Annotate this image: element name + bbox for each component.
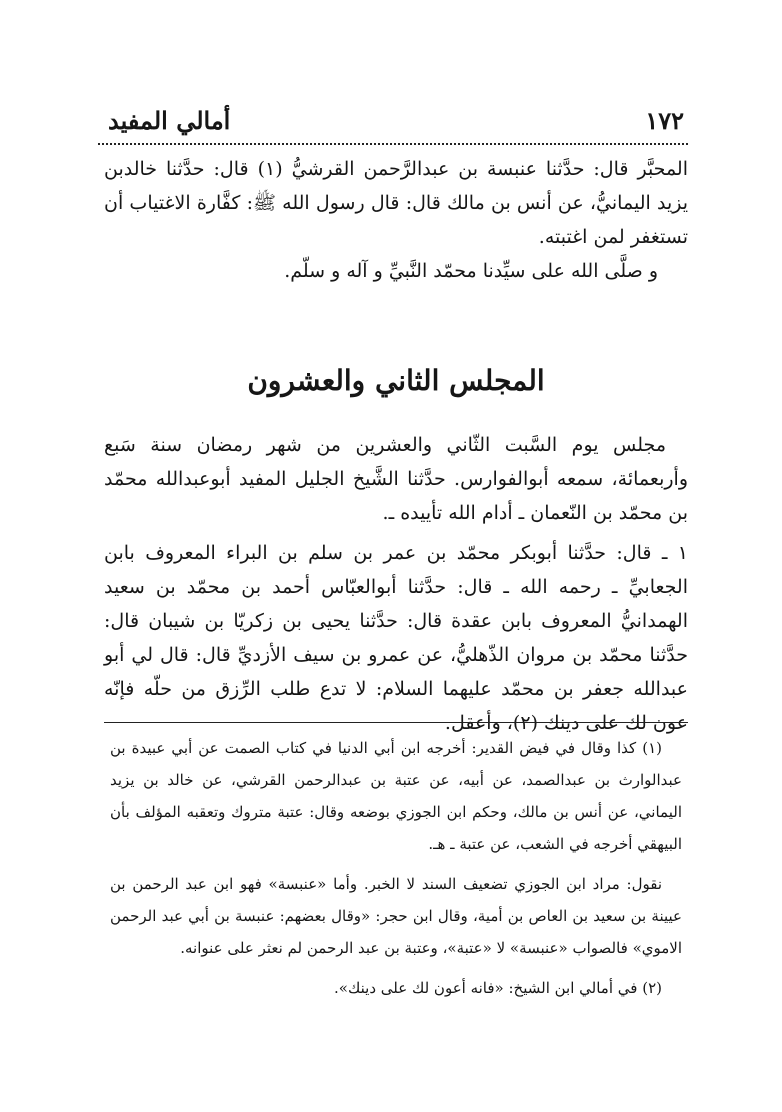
header-dotted-rule [98, 143, 688, 145]
footnote-2: (٢) في أمالي ابن الشيخ: «فانه أعون لك على دينك». [334, 979, 662, 997]
closing-prayer: و صلَّى الله على سيِّدنا محمّد النَّبيِّ و آله و سلّم. [284, 260, 658, 282]
continued-hadith-paragraph: المحبَّر قال: حدَّثنا عنبسة بن عبدالرَّحمن القرشيُّ (١) قال: حدَّثنا خالدبن يزيد اليمانيُّ، عن أنس بن مالك قال: قال رسول الله ﷺ: كفَّارة الاغتياب أن تستغفر لمن اغتبته. [104, 158, 688, 248]
running-title: أمالي المفيد [108, 106, 231, 135]
footnotes [110, 732, 682, 1012]
footnote-1-commentary: نقول: مراد ابن الجوزي تضعيف السند لا الخبر. وأما «عنبسة» فهو ابن عبد الرحمن بن عيينة بن سعيد بن العاص بن أمية، وقال ابن حجر: «وقال بعضهم: عنبسة بن أبي عبد الرحمن الاموي» فالصواب «عنبسة» لا «عتبة»، وعتبة بن عبد الرحمن لم نعثر على عنوانه. [110, 875, 682, 957]
session-intro-paragraph: مجلس يوم السَّبت الثّاني والعشرين من شهر رمضان سنة سَبع وأربعمائة، سمعه أبوالفوارس. حدَّثنا الشَّيخ الجليل المفيد أبوعبدالله محمّد بن محمّد بن النّعمان ـ أدام الله تأييده ـ. [104, 434, 688, 524]
section-title: المجلس الثاني والعشرون [247, 364, 545, 397]
footnote-separator [104, 722, 688, 723]
hadith-paragraph: ١ ـ قال: حدَّثنا أبوبكر محمّد بن عمر بن سلم بن البراء المعروف بابن الجعابيِّ ـ رحمه الله ـ قال: حدَّثنا أبوالعبّاس أحمد بن محمّد بن سعيد الهمدانيُّ المعروف بابن عقدة قال: حدَّثنا يحيى بن زكريّا بن شيبان قال: حدَّثنا محمّد بن مروان الذّهليُّ، عن عمرو بن سيف الأزديِّ قال: قال لي أبو عبدالله جعفر بن محمّد عليهما السلام: لا تدع طلب الرِّزق من حلّه فإنّه عون لك على دينك (٢)، وأعقل. [104, 542, 688, 734]
intro-text-block [104, 428, 688, 530]
page-header [108, 100, 684, 140]
top-text-block [104, 152, 688, 288]
page-number: ١٧٢ [645, 106, 684, 135]
hadith-text-block [104, 536, 688, 740]
footnote-1: (١) كذا وقال في فيض القدير: أخرجه ابن أبي الدنيا في كتاب الصمت عن أبي عبيدة بن عبدالوارث بن عبدالصمد، عن أبيه، عن عتبة بن عبدالرحمن القرشي، عن خالد بن يزيد اليماني، عن أنس بن مالك، وحكم ابن الجوزي بوضعه وقال: عتبة متروك وتعقبه المؤلف بأن البيهقي أخرجه في الشعب، عن عتبة ـ هـ. [110, 739, 682, 853]
